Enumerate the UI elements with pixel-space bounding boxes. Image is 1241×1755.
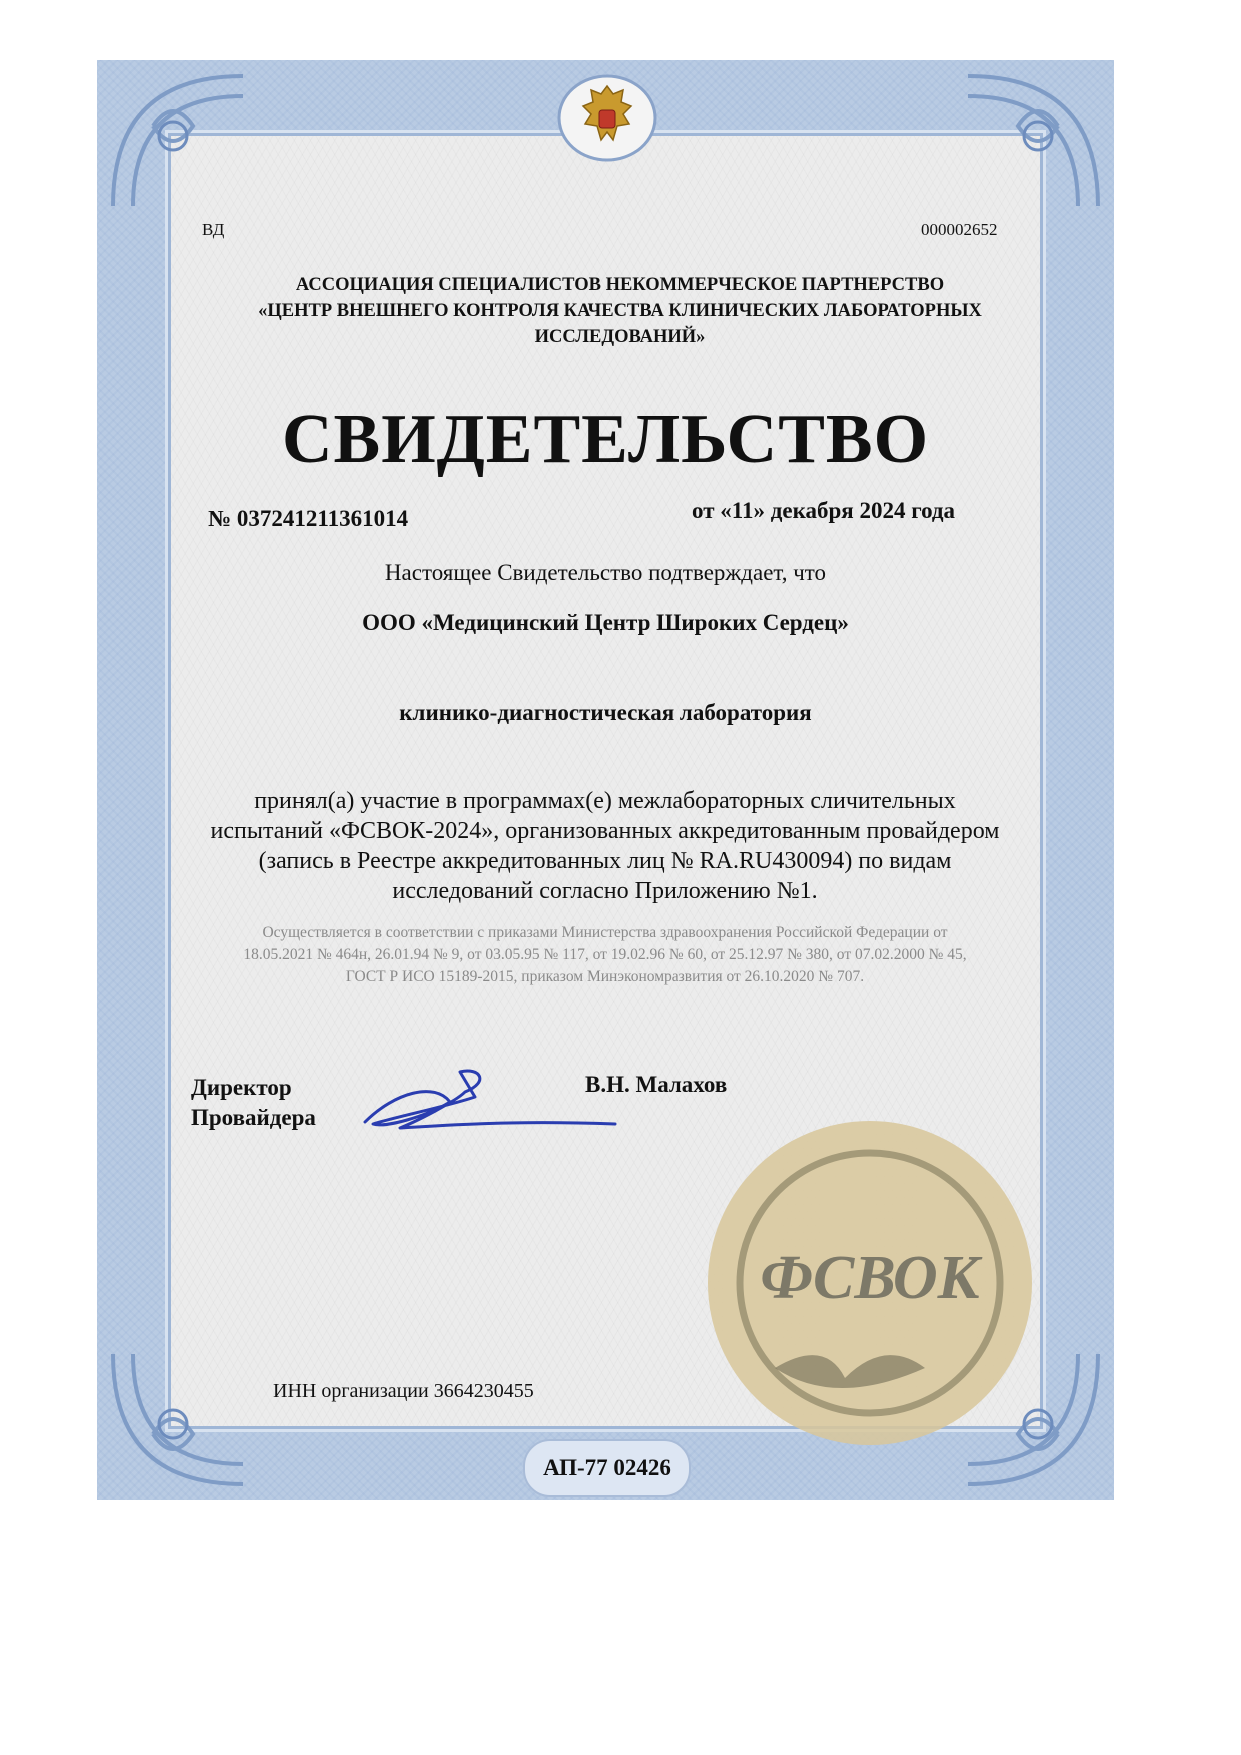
signatory-name: В.Н. Малахов	[585, 1072, 728, 1097]
participation-line: исследований согласно Приложению №1.	[392, 878, 818, 904]
serial-number: 000002652	[921, 220, 998, 239]
signatory-role	[191, 1073, 316, 1133]
signatory-role-line: Провайдера	[191, 1105, 316, 1130]
participation-line: (запись в Реестре аккредитованных лиц № RA.RU430094) по видам	[258, 848, 952, 874]
participation-line: принял(а) участие в программах(е) межлабораторных сличительных	[254, 788, 956, 814]
seal-text: ФСВОК	[760, 1244, 980, 1312]
issuer-line: «ЦЕНТР ВНЕШНЕГО КОНТРОЛЯ КАЧЕСТВА КЛИНИЧЕСКИХ ЛАБОРАТОРНЫХ	[258, 301, 982, 321]
certificate-number: № 037241211361014	[208, 506, 409, 531]
participation-line: испытаний «ФСВОК-2024», организованных аккредитованным провайдером	[210, 818, 1000, 844]
legal-line: 18.05.2021 № 464н, 26.01.94 № 9, от 03.05.95 № 117, от 19.02.96 № 60, от 25.12.97 № 380, от 07.02.2000 № 45,	[243, 946, 967, 963]
participation-statement	[160, 786, 1050, 906]
signatory-role-line: Директор	[191, 1075, 292, 1100]
confirmation-text: Настоящее Свидетельство подтверждает, что	[384, 560, 827, 585]
series-label: ВД	[202, 220, 225, 239]
issuer-line: АССОЦИАЦИЯ СПЕЦИАЛИСТОВ НЕКОММЕРЧЕСКОЕ ПАРТНЕРСТВО	[295, 275, 945, 295]
registration-badge: АП-77 02426	[523, 1439, 691, 1497]
laboratory-type: клинико-диагностическая лаборатория	[399, 700, 812, 725]
ornament-corner-bottom-left	[103, 1344, 253, 1494]
certificate-date: от «11» декабря 2024 года	[692, 498, 956, 523]
certificate-title: СВИДЕТЕЛЬСТВО	[281, 401, 930, 478]
organization-inn: ИНН организации 3664230455	[273, 1380, 534, 1402]
fsvok-seal	[705, 1118, 1035, 1448]
company-name: ООО «Медицинский Центр Широких Сердец»	[362, 610, 849, 635]
legal-basis-note	[160, 922, 1050, 988]
issuer-line: ИССЛЕДОВАНИЙ»	[534, 327, 706, 347]
ornament-corner-top-right	[958, 66, 1108, 216]
issuer-organization	[190, 272, 1050, 350]
legal-line: ГОСТ Р ИСО 15189-2015, приказом Минэкономразвития от 26.10.2020 № 707.	[345, 968, 865, 985]
legal-line: Осуществляется в соответствии с приказами Министерства здравоохранения Российской Федерации от	[262, 924, 948, 941]
coat-of-arms-emblem-icon	[555, 72, 659, 164]
ornament-corner-top-left	[103, 66, 253, 216]
